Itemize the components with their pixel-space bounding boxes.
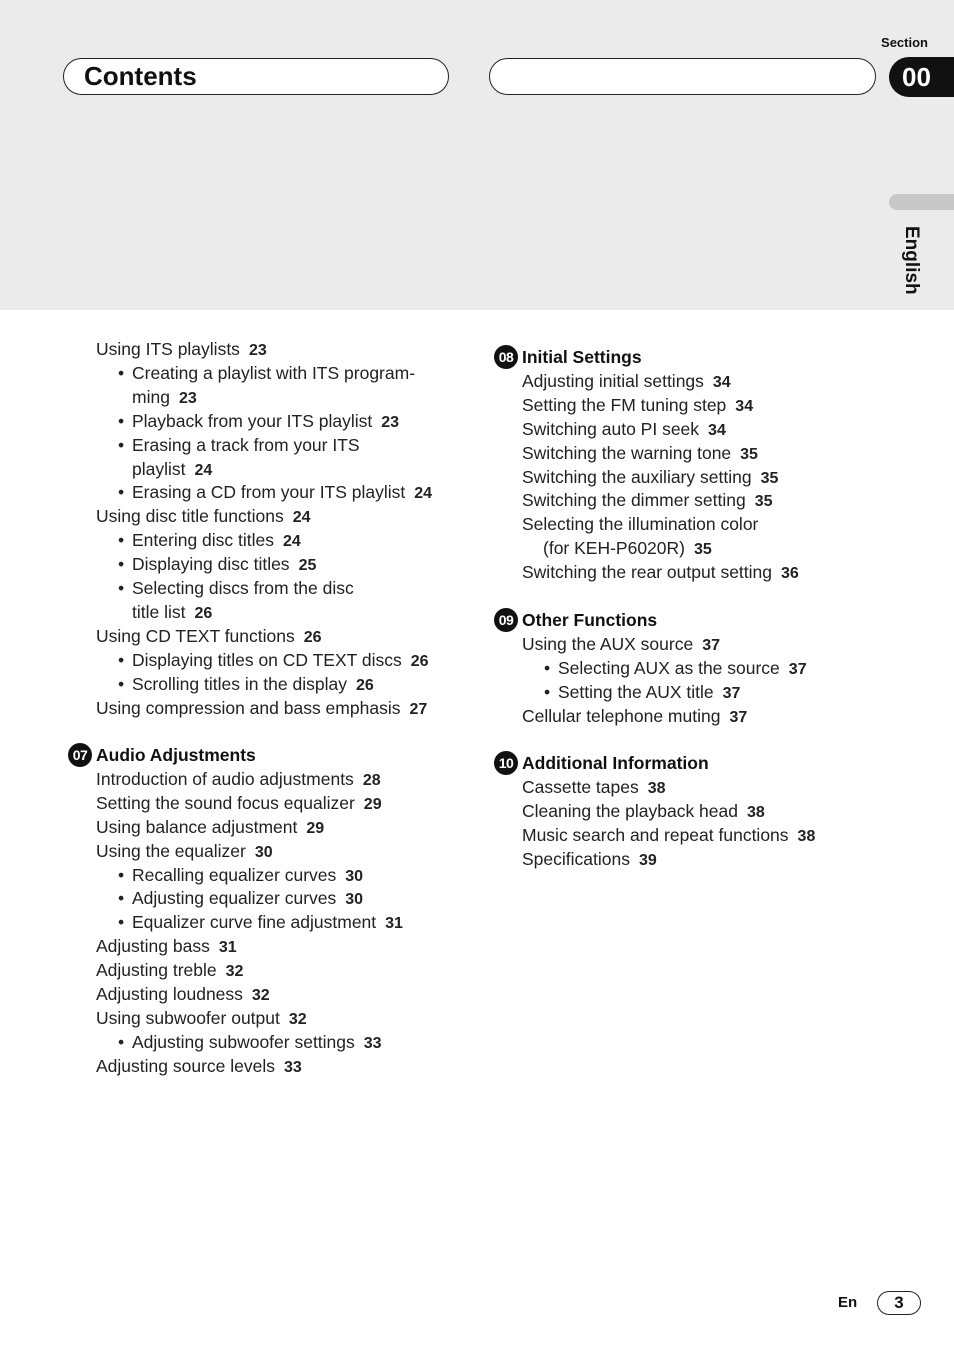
bullet-icon: • — [118, 410, 125, 431]
toc-page-number: 23 — [178, 389, 197, 407]
toc-entry-text: Switching auto PI seek — [522, 418, 700, 439]
header-band — [0, 0, 954, 310]
toc-page-number: 28 — [362, 771, 381, 789]
toc-entry — [96, 958, 243, 984]
toc-page-number: 31 — [385, 915, 403, 933]
section-heading: Additional Information — [522, 753, 709, 773]
toc-entry — [96, 934, 237, 960]
toc-page-number: 38 — [797, 827, 816, 845]
toc-entry — [96, 1006, 307, 1032]
toc-page-number: 34 — [735, 397, 754, 415]
toc-entry — [118, 886, 364, 912]
toc-entry — [96, 815, 324, 841]
toc-page-number: 26 — [410, 652, 429, 670]
toc-entry — [118, 1030, 382, 1056]
toc-entry-text: title list — [132, 601, 186, 622]
toc-entry-text: Using the AUX source — [522, 633, 694, 654]
toc-entry-text: Music search and repeat functions — [522, 824, 789, 845]
toc-entry — [522, 393, 753, 419]
bullet-icon: • — [118, 673, 125, 694]
toc-entry — [118, 863, 364, 889]
toc-page-number: 39 — [638, 851, 657, 869]
toc-entry-text: Recalling equalizer curves — [132, 864, 337, 885]
toc-page-number: 36 — [781, 565, 799, 583]
toc-entry-text: Using CD TEXT functions — [96, 625, 295, 646]
bullet-icon: • — [118, 578, 125, 598]
bullet-icon: • — [118, 649, 125, 670]
toc-entry — [118, 648, 429, 674]
toc-entry — [118, 480, 433, 506]
toc-page-number: 35 — [760, 469, 779, 487]
toc-page-number: 35 — [694, 541, 712, 559]
toc-entry — [544, 656, 807, 682]
toc-entry-text: Adjusting source levels — [96, 1055, 275, 1076]
toc-entry-text: Adjusting loudness — [96, 984, 243, 1004]
bullet-icon: • — [118, 888, 125, 909]
toc-entry — [96, 982, 270, 1008]
toc-entry — [132, 600, 212, 626]
bullet-icon: • — [118, 554, 125, 575]
toc-entry-text: Erasing a track from your ITS — [132, 434, 360, 455]
section-badge-icon: 08 — [494, 345, 518, 369]
toc-entry-text: Selecting the illumination color — [522, 514, 759, 535]
toc-page-number: 24 — [283, 533, 301, 551]
toc-entry — [96, 1054, 302, 1080]
toc-entry-text: Entering disc titles — [132, 530, 275, 551]
section-label: Section — [881, 35, 928, 50]
toc-entry — [118, 672, 374, 698]
toc-page-number: 34 — [708, 421, 726, 439]
toc-page-number: 24 — [194, 461, 213, 479]
toc-entry-text: Cleaning the playback head — [522, 800, 738, 821]
toc-entry — [118, 361, 416, 385]
toc-entry — [522, 704, 747, 730]
bullet-icon: • — [118, 1031, 125, 1052]
toc-entry-text: Selecting discs from the disc — [132, 578, 354, 598]
toc-page-number: 37 — [729, 708, 748, 726]
toc-page-number: 30 — [345, 867, 364, 885]
toc-page-number: 23 — [381, 413, 400, 431]
bullet-icon: • — [118, 362, 125, 383]
toc-entry — [544, 680, 741, 706]
toc-entry — [118, 910, 403, 936]
toc-entry — [522, 632, 720, 658]
toc-page-number: 25 — [298, 557, 317, 575]
toc-entry-text: Using subwoofer output — [96, 1007, 280, 1028]
bullet-icon: • — [118, 482, 125, 503]
toc-page-number: 33 — [363, 1034, 382, 1052]
toc-entry — [522, 560, 799, 586]
toc-entry — [118, 552, 317, 578]
toc-entry — [522, 441, 758, 467]
toc-entry-text: Specifications — [522, 848, 630, 869]
toc-entry — [522, 799, 765, 825]
toc-page-number: 27 — [409, 700, 428, 718]
toc-entry — [522, 465, 778, 491]
toc-page-number: 26 — [194, 604, 213, 622]
bullet-icon: • — [118, 434, 125, 455]
toc-entry-text: Using the equalizer — [96, 840, 246, 861]
toc-page-number: 30 — [254, 843, 273, 861]
bullet-icon: • — [544, 681, 551, 702]
toc-entry — [96, 791, 382, 817]
toc-page-number: 29 — [363, 795, 382, 813]
toc-page-number: 26 — [355, 676, 374, 694]
toc-page-number: 23 — [248, 342, 267, 359]
toc-entry-text: Using balance adjustment — [96, 816, 298, 837]
toc-entry — [96, 624, 322, 650]
toc-entry-text: Cellular telephone muting — [522, 705, 721, 726]
toc-entry — [522, 512, 758, 536]
toc-entry-text: Switching the auxiliary setting — [522, 466, 752, 487]
toc-page-number: 26 — [303, 628, 322, 646]
toc-entry-text: Using ITS playlists — [96, 339, 240, 359]
toc-page-number: 37 — [722, 684, 741, 702]
toc-entry-text: Switching the rear output setting — [522, 562, 773, 583]
toc-entry — [522, 775, 666, 801]
toc-entry — [118, 528, 301, 554]
toc-entry-text: ming — [132, 386, 170, 407]
toc-entry-text: Displaying titles on CD TEXT discs — [132, 649, 402, 670]
toc-entry — [96, 839, 273, 865]
toc-entry — [522, 847, 657, 873]
toc-page-number: 30 — [345, 891, 364, 909]
toc-entry — [132, 457, 212, 483]
footer-language: En — [838, 1294, 858, 1311]
toc-page-number: 29 — [306, 819, 325, 837]
section-badge-icon: 09 — [494, 608, 518, 632]
toc-entry-text: Playback from your ITS playlist — [132, 410, 373, 431]
bullet-icon: • — [118, 912, 125, 933]
toc-entry — [522, 417, 726, 443]
toc-page-number: 37 — [788, 660, 807, 678]
toc-entry — [96, 696, 427, 722]
toc-entry-text: Introduction of audio adjustments — [96, 768, 354, 789]
toc-entry-text: Displaying disc titles — [132, 554, 290, 575]
toc-entry-text: Using disc title functions — [96, 506, 284, 527]
toc-entry-text: Adjusting bass — [96, 936, 210, 957]
toc-entry-text: Adjusting initial settings — [522, 370, 704, 391]
page-title: Contents — [84, 61, 197, 91]
toc-page-number: 32 — [288, 1010, 307, 1028]
toc-entry-text: Adjusting treble — [96, 960, 217, 981]
toc-entry-text: Setting the sound focus equalizer — [96, 792, 355, 813]
toc-entry — [96, 767, 381, 793]
toc-page-number: 32 — [225, 963, 244, 981]
toc-entry — [96, 337, 267, 363]
toc-entry-text: Using compression and bass emphasis — [96, 697, 401, 718]
toc-entry-text: (for KEH-P6020R) — [543, 538, 685, 559]
section-badge-icon: 07 — [68, 743, 92, 767]
toc-entry-text: Scrolling titles in the display — [132, 673, 347, 694]
bullet-icon: • — [118, 530, 125, 551]
toc-entry — [96, 504, 311, 530]
toc-entry-text: Switching the warning tone — [522, 442, 732, 463]
toc-entry-text: Creating a playlist with ITS program- — [132, 362, 416, 383]
toc-entry-text: Equalizer curve fine adjustment — [132, 912, 377, 933]
toc-entry-text: Setting the AUX title — [558, 681, 714, 702]
language-tab — [889, 194, 954, 210]
toc-page-number: 35 — [754, 493, 773, 511]
toc-page-number: 35 — [740, 445, 758, 463]
section-heading: Other Functions — [522, 610, 658, 630]
header-blank-frame — [489, 58, 876, 95]
toc-entry-text: Adjusting equalizer curves — [132, 888, 337, 909]
toc-page-number: 33 — [283, 1058, 302, 1076]
toc-entry — [118, 576, 354, 600]
toc-entry-text: Cassette tapes — [522, 776, 639, 797]
toc-entry — [522, 369, 731, 395]
section-heading: Initial Settings — [522, 347, 642, 367]
toc-entry-text: Selecting AUX as the source — [558, 657, 780, 678]
toc-entry — [118, 433, 360, 457]
toc-entry-text: Adjusting subwoofer settings — [132, 1031, 355, 1052]
section-number: 00 — [902, 62, 931, 92]
toc-page-number: 37 — [702, 636, 720, 654]
toc-entry-text: Switching the dimmer setting — [522, 490, 746, 511]
toc-entry-text: Erasing a CD from your ITS playlist — [132, 482, 406, 503]
toc-entry — [118, 409, 400, 435]
bullet-icon: • — [544, 657, 551, 678]
section-badge-icon: 10 — [494, 751, 518, 775]
section-heading: Audio Adjustments — [96, 745, 256, 765]
toc-page-number: 34 — [712, 373, 731, 391]
toc-page-number: 31 — [218, 939, 237, 957]
toc-entry — [522, 823, 815, 849]
toc-page-number: 24 — [414, 485, 433, 503]
toc-page-number: 32 — [251, 987, 270, 1004]
toc-page-number: 38 — [647, 779, 666, 797]
toc-page-number: 24 — [292, 509, 311, 527]
toc-entry-text: playlist — [132, 458, 186, 479]
toc-entry — [522, 488, 773, 514]
toc-entry — [132, 385, 197, 411]
page-number: 3 — [877, 1291, 921, 1315]
toc-entry-text: Setting the FM tuning step — [522, 394, 727, 415]
language-label: English — [901, 226, 922, 295]
toc-page-number: 38 — [747, 803, 765, 821]
toc-entry — [543, 536, 712, 562]
bullet-icon: • — [118, 864, 125, 885]
